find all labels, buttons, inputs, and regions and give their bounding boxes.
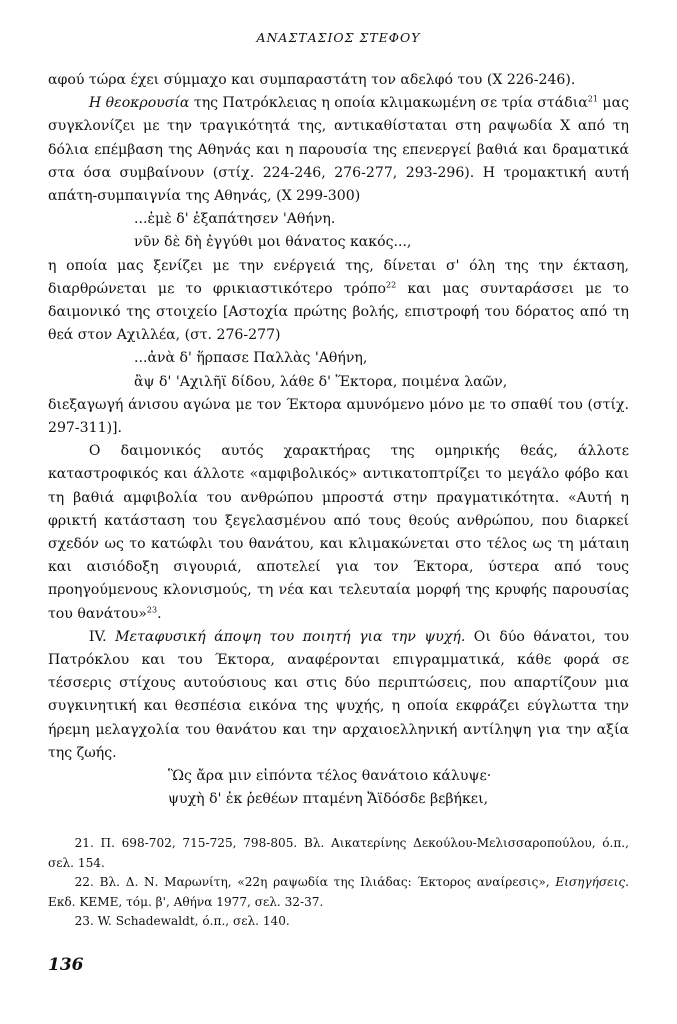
footnote-ref-21[interactable]: 21	[587, 94, 598, 104]
paragraph-5-text: Ο δαιμονικός αυτός χαρακτήρας της ομηρικής θεάς, άλλοτε καταστροφικός και άλλοτε «αμφιβολικός» αντικατοπτρίζει το μεγάλο φόβο και τη βαθιά αμφιβολία του ανθρώπου μπροστά στην πραγματικότητα. «Αυτή η φρικτή κατάσταση του ξεγελασμένου από τους θεούς ανθρώπου, που διαρκεί σχεδόν ως το κατώφλι του θανάτου, και κλιμακώνεται στο τέλος ως τη μάταιη και αισιόδοξη σιγουριά, αποτελεί για τον Έκτορα, ύστερα από τους προηγούμενους κλονισμούς, τη νέα και τελευταία μορφή της κρυφής παρουσίας του θανάτου»	[48, 443, 629, 622]
footnotes	[48, 834, 629, 932]
page-number: 136	[48, 955, 84, 975]
footnote-22-post: . Εκδ. ΚΕΜΕ, τόμ. β', Αθήνα 1977, σελ. 32-37.	[48, 875, 629, 909]
paragraph-5	[48, 440, 629, 626]
quote-3-line-1: Ὣς ἄρα μιν εἰπόντα τέλος θανάτοιο κάλυψε·	[168, 768, 492, 785]
paragraph-4: διεξαγωγή άνισου αγώνα με τον Έκτορα αμυνόμενο μόνο με το σπαθί του (στίχ. 297-311)].	[48, 396, 629, 437]
paragraph-2-lead: Η θεοκρουσία	[88, 95, 190, 112]
quote-3-line-2: ψυχὴ δ' ἐκ ῥεθέων πταμένη Ἄϊδόσδε βεβήκει,	[168, 791, 489, 808]
section-iv	[48, 626, 629, 765]
quote-2-line-2: ἂψ δ' 'Αχιλῆϊ δίδου, λάθε δ' Ἕκτορα, ποιμένα λαῶν,	[134, 373, 508, 390]
footnote-21: 21. Π. 698-702, 715-725, 798-805. Βλ. Αικατερίνης Δεκούλου-Μελισσαροπούλου, ό.π., σελ. 154.	[48, 836, 629, 870]
quote-2-line-1: ...ἀνὰ δ' ἥρπασε Παλλὰς 'Αθήνη,	[134, 350, 368, 367]
paragraph-2	[48, 92, 629, 208]
footnote-22	[48, 873, 629, 912]
paragraph-3-rest: και μας συνταράσσει με το δαιμονικό της στοιχείο [Αστοχία πρώτης βολής, επιστροφή του δόρατος από τη θεά στον Αχιλλέα, (στ. 276-277)	[48, 280, 629, 344]
main-text	[48, 69, 629, 812]
section-iv-title: Μεταφυσική άποψη του ποιητή για την ψυχή.	[115, 628, 466, 645]
footnote-22-pre: 22. Βλ. Δ. Ν. Μαρωνίτη, «22η ραψωδία της Ιλιάδας: Έκτορος αναίρεσις»,	[74, 875, 556, 889]
footnote-22-italic: Εισηγήσεις	[555, 875, 626, 889]
quote-1-line-2: νῦν δὲ δὴ ἐγγύθι μοι θάνατος κακός...,	[134, 234, 412, 251]
section-iv-numeral: IV.	[88, 628, 107, 645]
paragraph-3-text: η οποία μας ξενίζει με την ενέργειά της, δίνεται σ' όλη της την έκταση, διαρθρώνεται με το φρικιαστικότερο τρόπο	[48, 257, 629, 297]
footnote-23: 23. W. Schadewaldt, ό.π., σελ. 140.	[74, 914, 290, 928]
footnote-ref-23[interactable]: 23	[146, 604, 158, 614]
section-iv-text: Οι δύο θάνατοι, του Πατρόκλου και του Έκτορα, αναφέρονται επιγραμματικά, κάθε φορά σε τέσσερις στίχους αυτούσιους και στις δύο περιπτώσεις, που απαρτίζουν μια συγκινητική και θεσπέσια εικόνα της ψυχής, η οποία εκφράζει εύγλωττα την ήρεμη μελαγχολία του θανάτου και την αρχαιοελληνική αντίληψη για την αξία της ζωής.	[48, 628, 630, 761]
quote-1-line-1: ...ἐμὲ δ' ἐξαπάτησεν 'Αθήνη.	[134, 211, 336, 228]
paragraph-2-text-b: μας συγκλονίζει με την τραγικότητά της, αντικαθίσταται στη ραψωδία Χ από τη δόλια επέμβαση της Αθηνάς και η παρουσία της επενεργεί βαθιά και δραματικά στα όσα συμβαίνουν (στίχ. 224-246, 276-277, 293-296). Η τρομακτική αυτή απάτη-συμπαιγνία της Αθηνάς, (Χ 299-300)	[48, 95, 629, 205]
running-head: ΑΝΑΣΤΑΣΙΟΣ ΣΤΕΦΟΥ	[256, 30, 421, 45]
paragraph-3	[48, 255, 629, 348]
paragraph-1: αφού τώρα έχει σύμμαχο και συμπαραστάτη τον αδελφό του (Χ 226-246).	[48, 72, 576, 88]
paragraph-2-text-a: της Πατρόκλειας η οποία κλιμακωμένη σε τρία στάδια	[189, 95, 588, 112]
footnote-ref-22[interactable]: 22	[386, 280, 397, 290]
paragraph-5-end: .	[157, 605, 162, 622]
